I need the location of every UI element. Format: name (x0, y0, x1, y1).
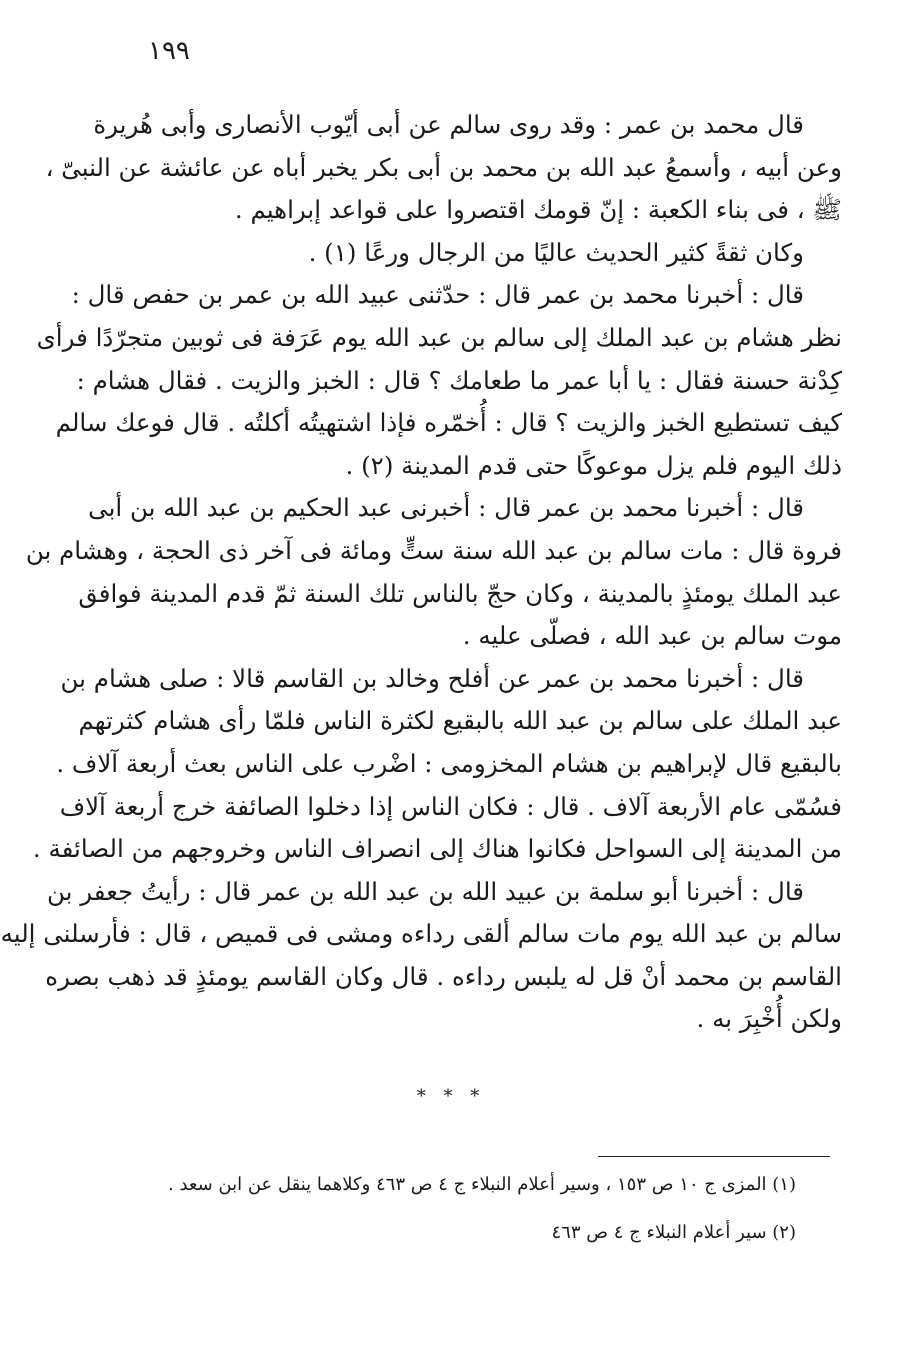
text-line: قال محمد بن عمر : وقد روى سالم عن أبى أيّوب الأنصارى وأبى هُريرة (93, 110, 804, 139)
footnotes (120, 1172, 796, 1268)
text-line: ﷺ ، فى بناء الكعبة : إنّ قومك اقتصروا على قواعد إبراهيم . (234, 195, 842, 225)
text-line: وعن أبيه ، وأسمعُ عبد الله بن محمد بن أبى بكر يخبر أباه عن عائشة عن النبىّ ، (45, 152, 842, 182)
text-line: من المدينة إلى السواحل فكانوا هناك إلى انصراف الناس وخروجهم من الصائفة . (32, 834, 842, 864)
text-line: ولكن أُخْبِرَ به . (696, 1004, 842, 1034)
section-separator: * * * (416, 1086, 486, 1107)
text-line: عبد الملك على سالم بن عبد الله بالبقيع لكثرة الناس فلمّا رأى هشام كثرتهم (78, 706, 842, 736)
text-line: بالبقيع قال لإبراهيم بن هشام المخزومى : اضْرب على الناس بعث أربعة آلاف . (56, 748, 842, 778)
main-text (0, 104, 842, 1041)
footnote-2: (٢) سير أعلام النبلاء ج ٤ ص ٤٦٣ (551, 1222, 796, 1243)
text-line: قال : أخبرنا أبو سلمة بن عبيد الله بن عبد الله بن عمر قال : رأيتُ جعفر بن (47, 876, 804, 906)
footnote-rule (598, 1156, 830, 1157)
footnote-1: (١) المزى ج ١٠ ص ١٥٣ ، وسير أعلام النبلاء ج ٤ ص ٤٦٣ وكلاهما ينقل عن ابن سعد . (168, 1174, 796, 1195)
text-line: كِدْنة حسنة فقال : يا أبا عمر ما طعامك ؟ قال : الخبز والزيت . فقال هشام : (76, 365, 842, 395)
text-line: ذلك اليوم فلم يزل موعوكًا حتى قدم المدينة (٢) . (345, 450, 842, 480)
text-line: عبد الملك يومئذٍ بالمدينة ، وكان حجّ بالناس تلك السنة ثمّ قدم المدينة فوافق (78, 578, 842, 608)
page-number: ١٩٩ (148, 36, 190, 66)
text-line: فسُمّى عام الأربعة آلاف . قال : فكان الناس إذا دخلوا الصائفة خرج أربعة آلاف (59, 791, 842, 821)
text-line: سالم بن عبد الله يوم مات سالم ألقى رداءه ومشى فى قميص ، قال : فأرسلنى إليه (0, 919, 842, 949)
text-line: فروة قال : مات سالم بن عبد الله سنة ستٍّ ومائة فى آخر ذى الحجة ، وهشام بن (25, 535, 842, 565)
text-line: وكان ثقةً كثير الحديث عاليًا من الرجال ورعًا (١) . (308, 237, 804, 267)
text-line: موت سالم بن عبد الله ، فصلّى عليه . (462, 621, 842, 651)
text-line: قال : أخبرنا محمد بن عمر قال : حدّثنى عبيد الله بن عمر بن حفص قال : (71, 280, 804, 310)
text-line: قال : أخبرنا محمد بن عمر قال : أخبرنى عبد الحكيم بن عبد الله بن أبى (88, 493, 804, 523)
text-line: كيف تستطيع الخبز والزيت ؟ قال : أُخمّره فإذا اشتهيتُه أكلتُه . قال فوعك سالم (55, 408, 842, 438)
text-line: قال : أخبرنا محمد بن عمر عن أفلح وخالد بن القاسم قالا : صلى هشام بن (60, 663, 804, 693)
text-line: نظر هشام بن عبد الملك إلى سالم بن عبد الله يوم عَرَفة فى ثوبين متجرّدًا فرأى (36, 322, 842, 352)
text-line: القاسم بن محمد أنْ قل له يلبس رداءه . قال وكان القاسم يومئذٍ قد ذهب بصره (45, 961, 842, 991)
